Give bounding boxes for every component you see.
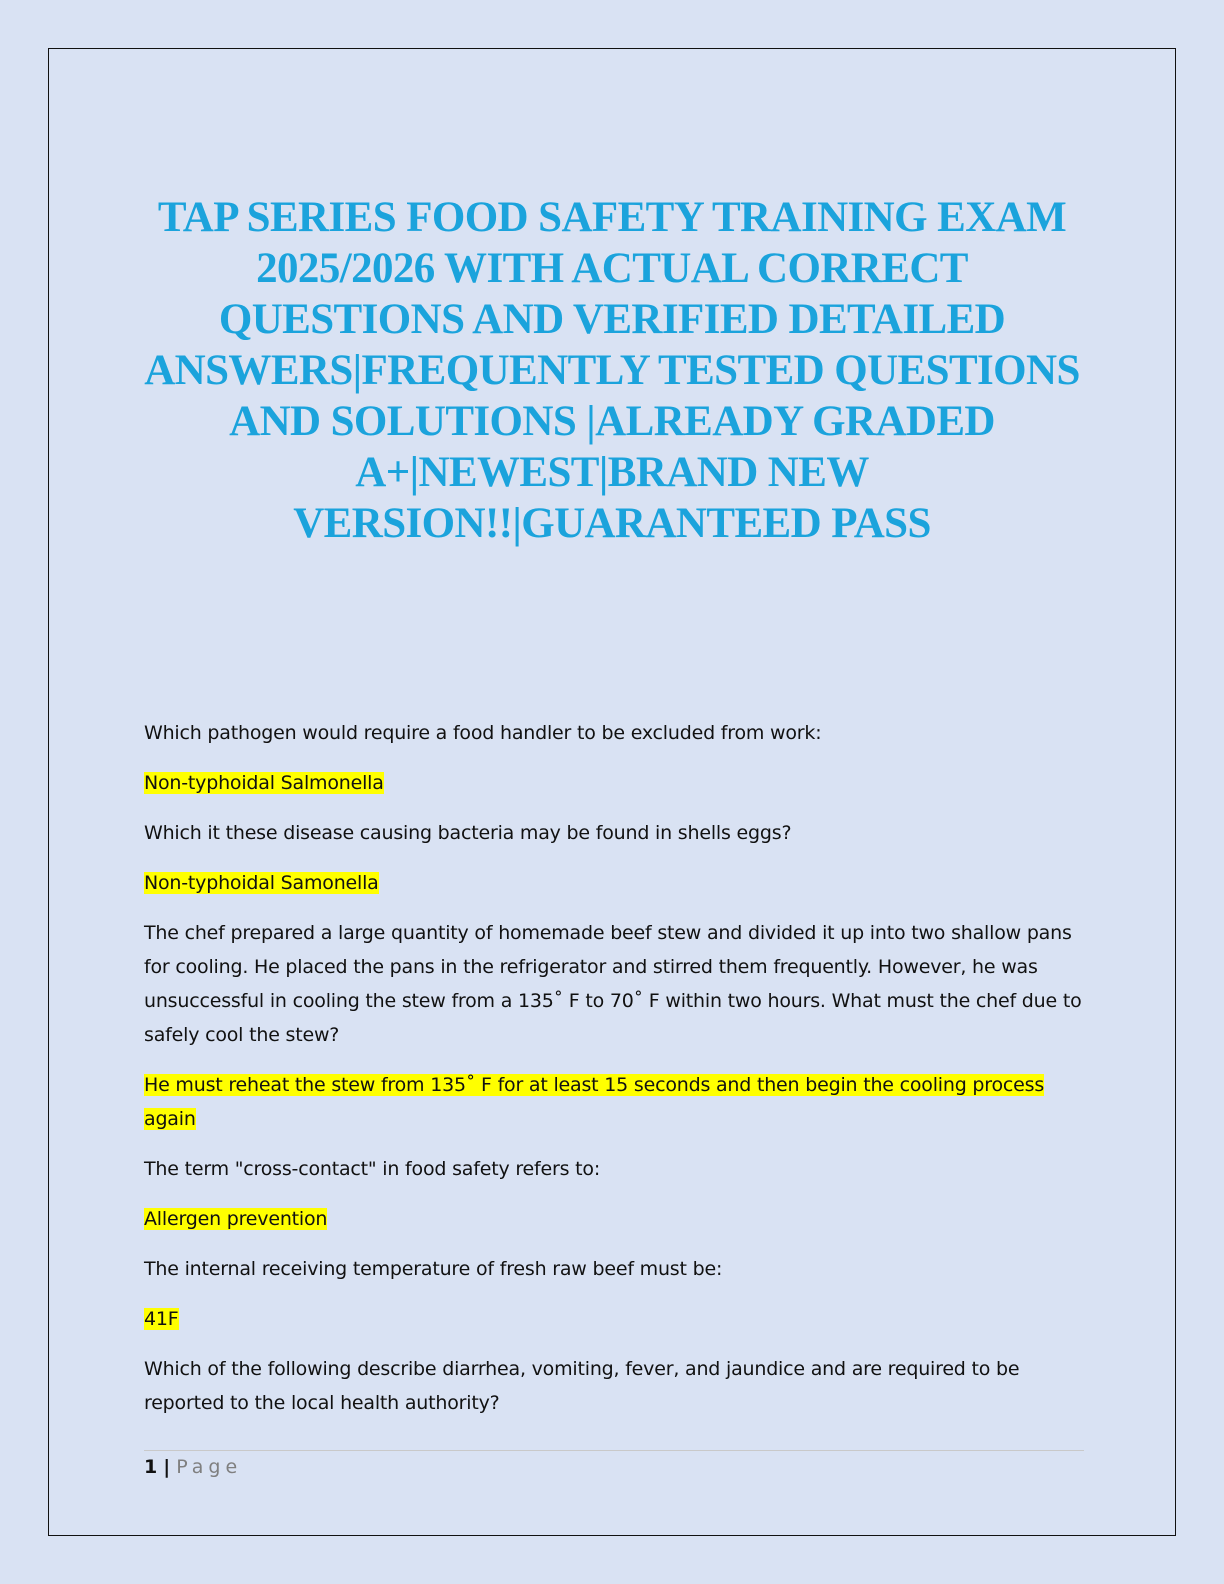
page-label: Page [176, 1456, 243, 1478]
footer-divider [144, 1450, 1084, 1451]
answer-5: 41F [144, 1308, 179, 1330]
answer-3: He must reheat the stew from 135˚ F for at least 15 seconds and then begin the cooling process again [144, 1074, 1045, 1130]
answer-1: Non-typhoidal Salmonella [144, 772, 384, 794]
question-6: Which of the following describe diarrhea, vomiting, fever, and jaundice and are required to be reported to the local health authority? [144, 1358, 1020, 1414]
question-2: Which it these disease causing bacteria may be found in shells eggs? [144, 822, 792, 844]
question-5: The internal receiving temperature of fresh raw beef must be: [144, 1258, 723, 1280]
document-title: TAP SERIES FOOD SAFETY TRAINING EXAM 2025/2026 WITH ACTUAL CORRECT QUESTIONS AND VERIFIED DETAILED ANSWERS|FREQUENTLY TESTED QUESTIONS AND SOLUTIONS |ALREADY GRADED A+|NEWEST|BRAND NEW VERSION!!|GUARANTEED PASS [144, 194, 1080, 547]
page-footer [144, 1456, 242, 1478]
question-1: Which pathogen would require a food handler to be excluded from work: [144, 722, 822, 744]
footer-separator: | [163, 1456, 171, 1478]
answer-2: Non-typhoidal Samonella [144, 872, 379, 894]
question-3: The chef prepared a large quantity of homemade beef stew and divided it up into two shallow pans for cooling. He placed the pans in the refrigerator and stirred them frequently. However, he was unsuccessful in cooling the stew from a 135˚ F to 70˚ F within two hours. What must the chef due to safely cool the stew? [144, 922, 1082, 1046]
qa-content [144, 716, 1084, 1436]
page-number: 1 [144, 1456, 158, 1478]
answer-4: Allergen prevention [144, 1208, 328, 1230]
question-4: The term "cross-contact" in food safety refers to: [144, 1158, 601, 1180]
